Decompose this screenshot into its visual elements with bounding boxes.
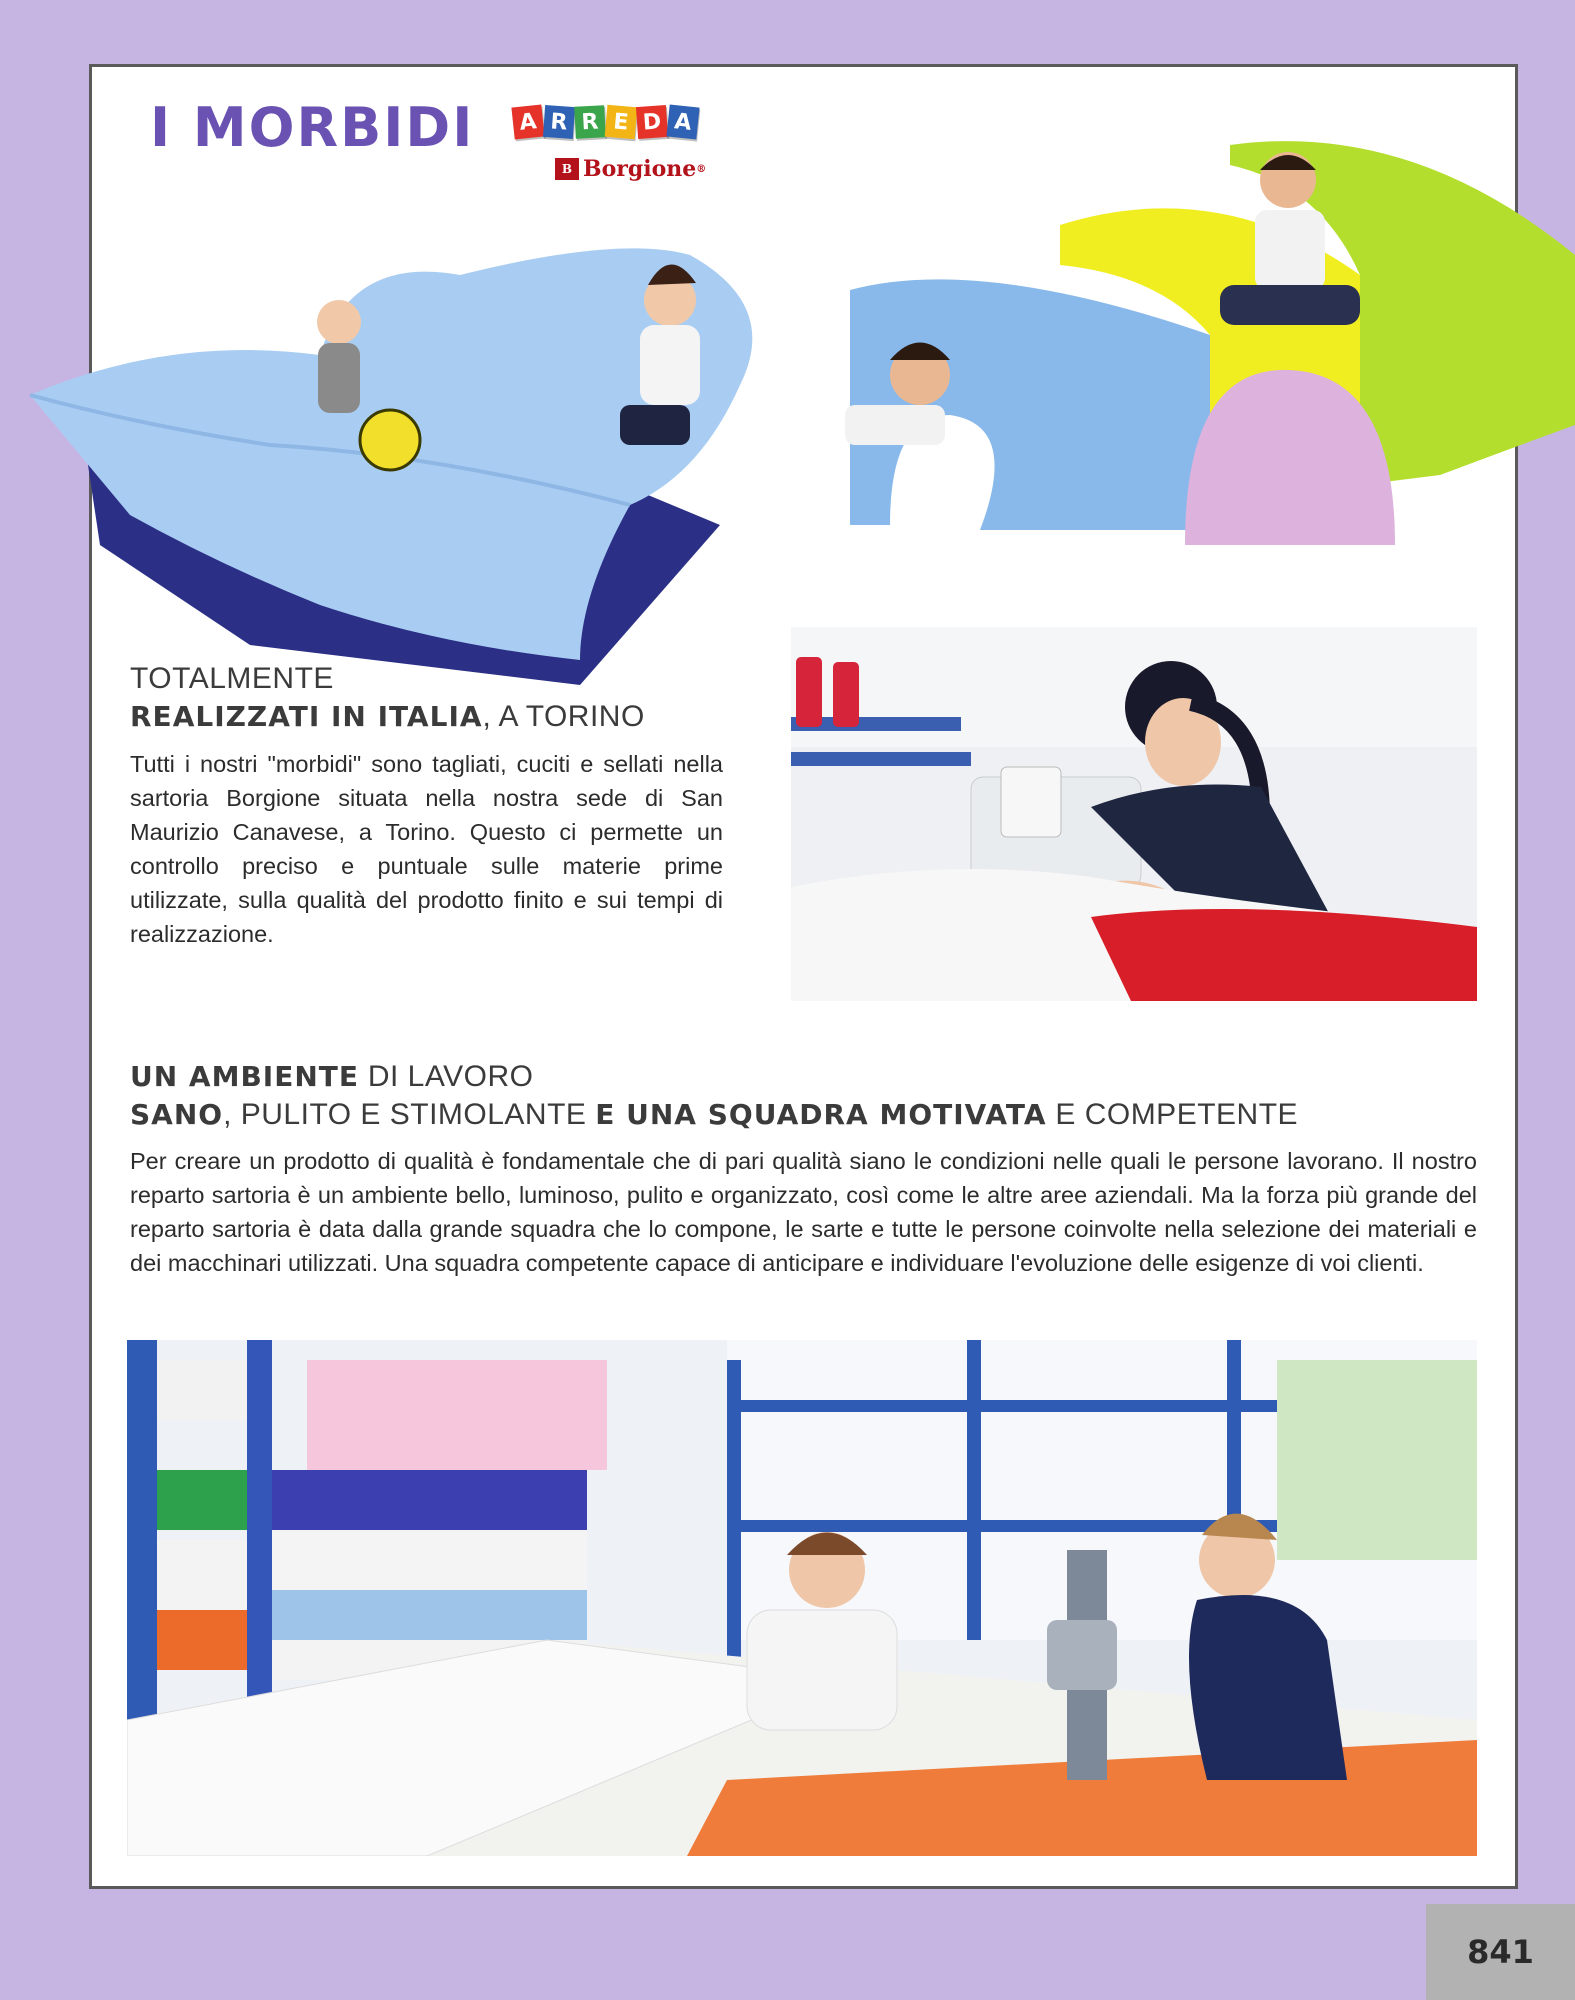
brand-name: Borgione (583, 156, 697, 182)
tailoring-workshop-photo (127, 1340, 1477, 1856)
section-2-heading-line-1 (130, 1058, 1298, 1096)
logo-letter-block: E (605, 105, 638, 139)
section-1-heading-line-1: TOTALMENTE (130, 662, 334, 695)
section-2-heading (130, 1058, 1298, 1134)
logo-letter-block: A (666, 105, 699, 140)
seamstress-sewing-photo (791, 627, 1477, 1001)
section-2-heading-rest-1: DI LAVORO (359, 1060, 534, 1093)
section-1-heading-bold: REALIZZATI IN ITALIA (130, 700, 483, 733)
logo-letter-block: R (574, 105, 606, 139)
page-title: I MORBIDI (150, 96, 475, 159)
section-1-heading-line-2 (130, 698, 645, 736)
section-1-heading (130, 660, 645, 736)
registered-mark: ® (696, 163, 707, 175)
section-2-heading-rest-2: E COMPETENTE (1046, 1098, 1299, 1131)
soft-furniture-illustration (20, 125, 1575, 695)
soft-furniture-hero-image (20, 125, 1575, 695)
section-2-heading-mid: , PULITO E STIMOLANTE (223, 1098, 596, 1131)
section-2-heading-bold-2a: SANO (130, 1098, 224, 1131)
section-2-heading-bold-2b: E UNA SQUADRA MOTIVATA (595, 1098, 1047, 1131)
logo-letter-block: A (511, 105, 544, 140)
page-number: 841 (1467, 1933, 1534, 1971)
logo-letter-block: R (543, 105, 575, 139)
section-2-heading-bold-1: UN AMBIENTE (130, 1060, 359, 1093)
page-number-tab (1426, 1904, 1575, 2000)
seamstress-illustration (791, 627, 1477, 1001)
logo-letter-block: D (636, 105, 668, 139)
section-1-body: Tutti i nostri "morbidi" sono tagliati, cuciti e sellati nella sartoria Borgione situata nella nostra sede di San Maurizio Canavese, a Torino. Questo ci permette un controllo preciso e puntuale sulle materie prime utilizzate, sulla qualità del prodotto finito e sui tempi di realizzazione. (130, 751, 723, 947)
workshop-illustration (127, 1340, 1477, 1856)
section-2-heading-line-2 (130, 1096, 1298, 1134)
section-1-heading-rest: , A TORINO (482, 700, 645, 733)
section-2-body: Per creare un prodotto di qualità è fondamentale che di pari qualità siano le condizioni nelle quali le persone lavorano. Il nostro reparto sartoria è un ambiente bello, luminoso, pulito e organizzato, così come le altre aree aziendali. Ma la forza più grande del reparto sartoria è data dalla grande squadra che lo compone, le sarte e tutte le persone coinvolte nella selezione dei materiali e dei macchinari utilizzati. Una squadra competente capace di anticipare e individuare l'evoluzione delle esigenze di voi clienti. (130, 1148, 1477, 1276)
borgione-mark-icon: B (555, 158, 579, 180)
